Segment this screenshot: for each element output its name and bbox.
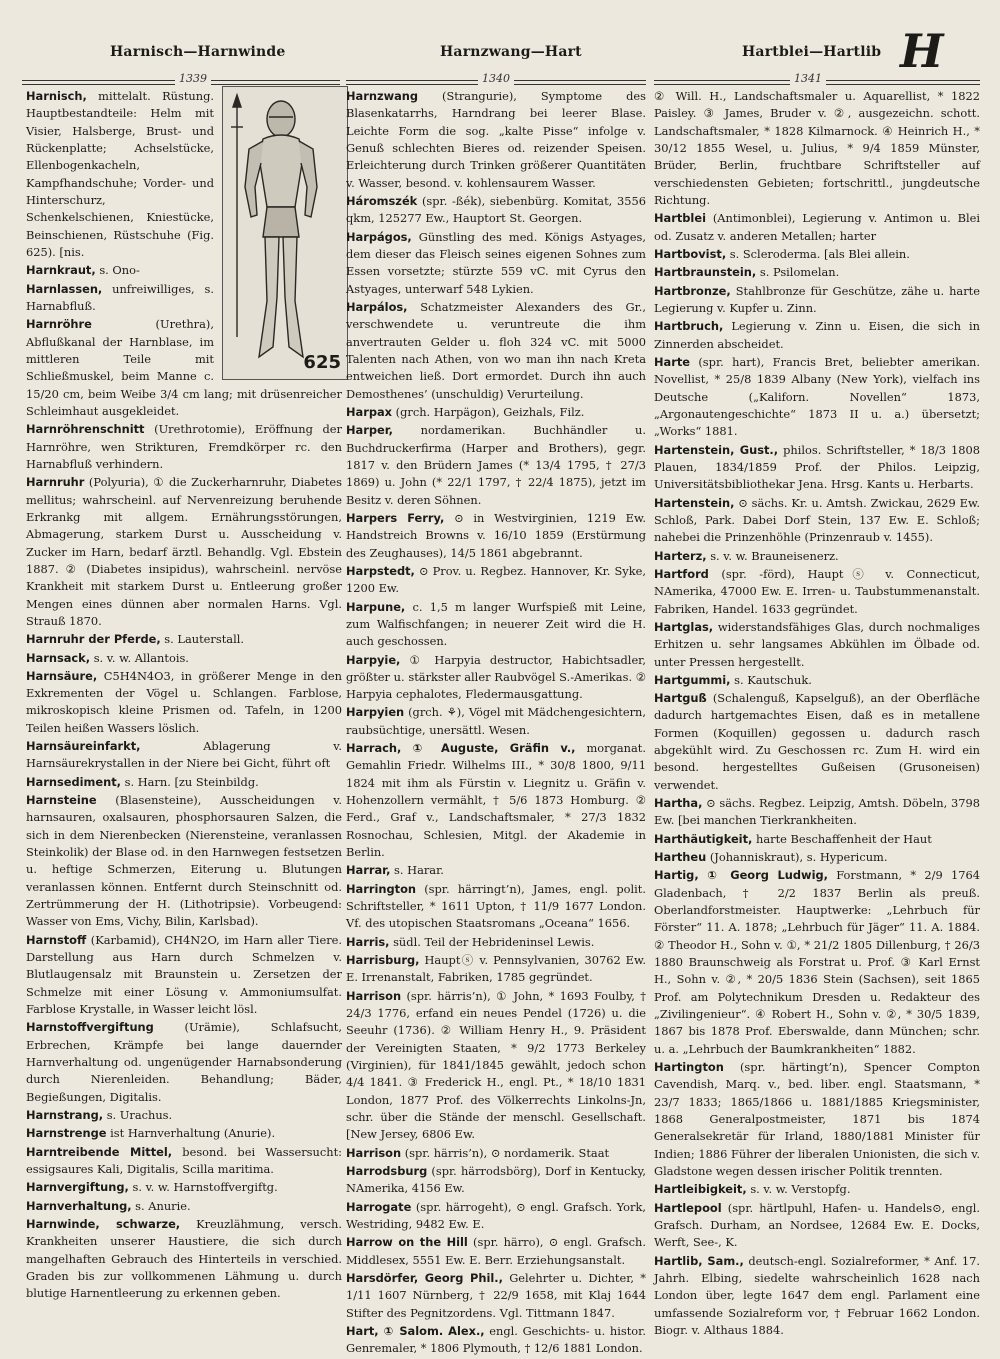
dictionary-entry	[346, 193, 646, 228]
entry-headword: Harnlassen,	[26, 281, 103, 296]
entry-text: (Urethra), Abflußkanal der Harnblase, im mittleren Teile mit Schließmuskel, beim Manne c. 15/20 cm, beim Weibe 3/4 cm lang; mit drüsenreicher Schleimhaut ausgekleidet.	[26, 317, 342, 418]
entry-text: s. Kautschuk.	[730, 672, 812, 687]
entry-headword: Harnsteine	[26, 793, 97, 808]
entry-headword: Harrison	[346, 988, 402, 1003]
entry-headword: Hartig, ① Georg Ludwig,	[654, 868, 828, 883]
entry-headword: Harnvergiftung,	[26, 1180, 129, 1195]
entry-headword: Hartha,	[654, 796, 703, 811]
entry-text: (grch. ⚘), Vögel mit Mädchengesichtern, raubsüchtige, unersättl. Wesen.	[346, 705, 646, 737]
dictionary-entry	[26, 774, 342, 791]
entry-text: (Blasensteine), Ausscheidungen v. harnsauren, oxalsauren, phosphorsauren Salzen, die sich in dem Nierenbecken (Nierensteine, veranlassen Steinkolik) der Blase od. in den Harnwegen festsetzen u. heftige Schmerzen, Eiterung u. Blutungen veranlassen können. Entfernt durch Steinschnitt od. Zertrümmerung der H. (Lithotripsie). Vorbeugend: Wasser von Ems, Vichy, Bilin, Karlsbad).	[26, 793, 342, 929]
dictionary-entry	[346, 404, 646, 421]
entry-text: nordamerikan. Buchhändler u. Buchdruckerfirma (Harper and Brothers), gegr. 1817 v. den Brüdern James (* 13/4 1795, † 27/3 1869) u. John (* 22/1 1797, † 22/4 1875), jetzt im Besitz v. deren Söhnen.	[346, 423, 646, 507]
entry-headword: Hartlib, Sam.,	[654, 1253, 744, 1268]
dictionary-entry	[346, 1234, 646, 1269]
entry-text: (Schalenguß, Kapselguß), an der Oberfläche dadurch hartgemachtes Eisen, daß es in metallene Formen (Koquillen) gegossen u. dadurch rasch abgekühlt wird. Zu Geschossen rc. Zum H. wird ein besond. hergestelltes Gußeisen (Grusoneisen) verwendet.	[654, 691, 980, 792]
dictionary-entry	[654, 619, 980, 671]
entry-headword: Harpune,	[346, 599, 406, 614]
entry-text: südl. Teil der Hebrideninsel Lewis.	[389, 934, 595, 949]
dictionary-entry	[346, 988, 646, 1144]
entry-headword: Hartleibigkeit,	[654, 1182, 747, 1197]
dictionary-entry	[654, 1200, 980, 1252]
dictionary-entry	[26, 474, 342, 630]
dictionary-entry	[346, 1145, 646, 1162]
entry-text: (spr. härris’n), ① John, * 1693 Foulby, † 24/3 1776, erfand ein neues Pendel (1726) u. die Seeuhr (1736). ② William Henry H., 9. Präsident der Vereinigten Staaten, * 9/2 1773 Berkeley (Virginien), für 1841/1845 gewählt, jedoch schon 4/4 1841. ③ Frederick H., engl. Pt., * 18/10 1831 London, 1877 Prof. des Völkerrechts Linkolns-Jn, schr. über die Stände der menschl. Gesellschaft. [New Jersey, 6806 Ew.	[346, 988, 646, 1142]
running-head-left: Harnisch—Harnwinde	[110, 44, 286, 60]
entry-text: philos. Schriftsteller, * 18/3 1808 Plauen, 1834/1859 Prof. der Philos. Leipzig, Universitätsbibliothekar Jena. Hrsg. Kants u. Herbarts.	[654, 442, 980, 492]
entry-text: besond. bei Wassersucht: essigsaures Kali, Digitalis, Scilla maritima.	[26, 1144, 342, 1177]
column-right	[654, 88, 980, 1340]
entry-text: ⊙ Prov. u. Regbez. Hannover, Kr. Syke, 1200 Ew.	[346, 563, 646, 596]
entry-text: ist Harnverhaltung (Anurie).	[106, 1126, 276, 1141]
entry-headword: Harnröhre	[26, 317, 92, 332]
entry-text: s. Urachus.	[103, 1108, 173, 1123]
entry-text: (Polyuria), ① die Zuckerharnruhr, Diabetes mellitus; wahrscheinl. auf Nervenreizung beruhende Erkrankg mit allgem. Ernährungsstörungen, Abmagerung, starkem Durst u. Ausscheidung v. Zucker im Harn, bedarf ärztl. Behandlg. Vgl. Ebstein 1887. ② (Diabetes insipidus), wahrscheinl. nervöse Krankheit mit starkem Durst u. Entleerung großer Mengen eines dünnen aber normalen Harns. Vgl. Strauß 1870.	[26, 475, 342, 628]
dictionary-entry	[346, 563, 646, 598]
dictionary-entry	[26, 1216, 342, 1303]
entry-headword: Harnruhr der Pferde,	[26, 632, 161, 647]
dictionary-entry	[26, 650, 342, 667]
entry-headword: Harnruhr	[26, 475, 85, 490]
entry-headword: Harnzwang	[346, 89, 419, 103]
entry-text: s. Ono-	[95, 263, 140, 278]
dictionary-entry	[654, 566, 980, 618]
dictionary-entry	[654, 1253, 980, 1340]
dictionary-entry	[26, 1125, 342, 1142]
entry-headword: Harnverhaltung,	[26, 1198, 132, 1213]
figure-number: 625	[303, 352, 341, 373]
entry-headword: Harnwinde, schwarze,	[26, 1217, 181, 1231]
entry-text: Schatzmeister Alexanders des Gr., verschwendete u. veruntreute die ihm anvertrauten Gelder u. floh 324 vC. mit 5000 Talenten nach Athen, von wo man ihn nach Kreta entweichen ließ. Dort ermordet. Durch ihn auch Demosthenes’ (unschuldig) Verurteilung.	[346, 299, 646, 401]
dictionary-entry	[26, 932, 342, 1019]
dictionary-entry	[346, 652, 646, 704]
entry-text: (grch. Harpägon), Geizhals, Filz.	[392, 404, 585, 419]
entry-text: (Johanniskraut), s. Hypericum.	[706, 850, 888, 865]
entry-headword: Harpax	[346, 404, 393, 419]
entry-headword: Harrow on the Hill	[346, 1235, 468, 1250]
entry-text: ⊙ sächs. Kr. u. Amtsh. Zwickau, 2629 Ew. Schloß, Park. Dabei Dorf Stein, 137 Ew. E. Schloß; nahebei die Prinzenhöhle (Prinzenraub v. 1455).	[654, 495, 980, 545]
entry-headword: Harnsediment,	[26, 774, 121, 789]
dictionary-entry	[346, 1163, 646, 1198]
entry-text: c. 1,5 m langer Wurfspieß mit Leine, zum Walfischfangen; in neuerer Zeit wird die H. auch geschossen.	[346, 599, 646, 649]
entry-text: Günstling des med. Königs Astyages, dem dieser das Fleisch seines eigenen Sohnes zum Essen vorsetzte; stürzte 559 vC. mit Cyrus den Astyages, unterwarf 548 Lykien.	[346, 229, 646, 296]
dictionary-entry	[346, 1323, 646, 1358]
entry-text: s. v. w. Brauneisenerz.	[706, 548, 839, 563]
entry-headword: Harnkraut,	[26, 263, 96, 278]
entry-text: C5H4N4O3, in größerer Menge in den Exkrementen der Vögel u. Schlangen. Farblose, mikroskopisch kleine Prismen od. Tafeln, in 1200 Teilen heißen Wassers löslich.	[26, 668, 342, 735]
entry-headword: Hart, ① Salom. Alex.,	[346, 1323, 485, 1338]
dictionary-entry	[26, 738, 342, 773]
dictionary-entry	[654, 867, 980, 1058]
dictionary-entry	[346, 934, 646, 951]
entry-text: widerstandsfähiges Glas, durch nochmaliges Erhitzen u. sehr langsames Abkühlen im Ölbade od. unter Pressen hergestellt.	[654, 619, 980, 669]
entry-text: (Strangurie), Symptome des Blasenkatarrhs, Harndrang bei leerer Blase. Leichte Form die sog. „kalte Pisse“ infolge v. Genuß schlechten Bieres od. reizender Speisen. Erleichterung durch Trinken größerer Quantitäten v. Wasser, besond. v. kohlensaurem Wasser.	[346, 89, 646, 190]
running-head-right: Hartblei—Hartlib	[742, 44, 882, 60]
dictionary-entry	[26, 1179, 342, 1196]
entry-text: Forstmann, * 2/9 1764 Gladenbach, † 2/2 1837 Berlin als preuß. Oberlandforstmeister. Hauptwerke: „Lehrbuch für Förster“ 11. A. 1878; „Lehrbuch für Jäger“ 11. A. 1884. ② Theodor H., Sohn v. ①, * 21/2 1805 Dillenburg, † 26/3 1880 Braunschweig als Forstrat u. Prof. ③ Karl Ernst H., Sohn v. ②, * 20/5 1836 Stein (Sachsen), seit 1865 Prof. am Polytechnikum Dresden u. Redakteur des „Zivilingenieur“. ④ Robert H., Sohn v. ②, * 30/5 1839, 1867 bis 1878 Prof. Eberswalde, dann München; schr. u. a. „Lehrbuch der Baumkrankheiten“ 1882.	[654, 868, 981, 1056]
entry-headword: Hartington	[654, 1060, 724, 1075]
entry-headword: Hartglas,	[654, 619, 714, 634]
entry-headword: Harte	[654, 354, 691, 369]
dictionary-entry	[346, 422, 646, 509]
entry-text: s. Lauterstall.	[160, 632, 244, 647]
entry-text: s. Harar.	[390, 863, 444, 878]
entry-text: engl. Geschichts- u. histor. Genremaler, * 1806 Plymouth, † 12/6 1881 London.	[346, 1323, 646, 1356]
dictionary-entry	[26, 1107, 342, 1124]
dictionary-entry	[654, 246, 980, 263]
entry-text: s. Scleroderma. [als Blei allein.	[726, 246, 910, 261]
entry-text: unfreiwilliges, s. Harnabfluß.	[26, 281, 214, 313]
dictionary-entry	[346, 1270, 646, 1322]
entry-headword: Harrington	[346, 881, 417, 896]
entry-headword: Hartenstein,	[654, 495, 735, 510]
dictionary-entry	[346, 881, 646, 933]
dictionary-entry	[346, 740, 646, 861]
entry-text: Kreuzlähmung, versch. Krankheiten unserer Haustiere, die sich durch mangelhaften Gebrauch des Hinterteils in verschied. Graden bis zur vollkommenen Lähmung u. durch blutige Harnentleerung zu erkennen geben.	[26, 1217, 342, 1301]
dictionary-entry	[26, 421, 342, 473]
entry-headword: Hartblei	[654, 211, 706, 226]
entry-text: s. v. w. Verstopfg.	[746, 1182, 851, 1197]
entry-headword: Harthäutigkeit,	[654, 831, 753, 846]
dictionary-entry	[346, 510, 646, 562]
entry-headword: Harris,	[346, 934, 390, 949]
entry-headword: Hartbovist,	[654, 246, 727, 261]
entry-text: (spr. -förd), Hauptⓢ v. Connecticut, NAmerika, 47000 Ew. E. Irren- u. Taubstummenanstalt. Fabriken, Handel. 1633 gegründet.	[654, 566, 980, 616]
dictionary-entry	[654, 318, 980, 353]
entry-text: Ablagerung v. Harnsäurekrystallen in der Niere bei Gicht, führt oft	[26, 739, 342, 771]
entry-text: ⊙ in Westvirginien, 1219 Ew. Handstreich Browns v. 16/10 1859 (Erstürmung des Zeughauses), 14/5 1861 abgebrannt.	[346, 510, 646, 560]
entry-text: ⊙ sächs. Regbez. Leipzig, Amtsh. Döbeln, 3798 Ew. [bei manchen Tierkrankheiten.	[654, 796, 980, 828]
entry-text: harte Beschaffenheit der Haut	[752, 831, 932, 846]
entry-text: s. Psilomelan.	[756, 265, 840, 280]
entry-headword: Harpálos,	[346, 299, 408, 314]
entry-headword: Harnsäure,	[26, 668, 98, 683]
dictionary-entry	[346, 862, 646, 879]
entry-text: (spr. härrogeht), ⊙ engl. Grafsch. York, Westriding, 9482 Ew. E.	[346, 1199, 646, 1231]
entry-headword: Harpstedt,	[346, 563, 415, 578]
entry-headword: Harrisburg,	[346, 953, 420, 968]
entry-text: ① Harpyia destructor, Habichtsadler, größter u. stärkster aller Raubvögel S.-Amerikas. ② Harpyia cephalotes, Fledermausgattung.	[346, 652, 646, 702]
entry-headword: Harpyien	[346, 705, 405, 720]
dictionary-entry	[346, 952, 646, 987]
entry-text: s. Harn. [zu Steinbildg.	[121, 774, 259, 789]
entry-text: ② Will. H., Landschaftsmaler u. Aquarellist, * 1822 Paisley. ③ James, Bruder v. ②, ausgezeichn. schott. Landschaftsmaler, * 1828 Kilmarnock. ④ Heinrich H., * 30/12 1855 Wesel, u. Julius, * 9/4 1859 Münster, Brüder, Berlin, fruchtbare Schriftsteller auf verschiedensten Gebieten; fortschrittl., jungdeutsche Richtung.	[654, 89, 980, 207]
dictionary-entry	[26, 1144, 342, 1179]
page-number-right: 1341	[790, 72, 826, 85]
entry-headword: Harnisch,	[26, 89, 87, 103]
dictionary-entry	[26, 1198, 342, 1215]
dictionary-entry	[654, 264, 980, 281]
dictionary-entry	[346, 229, 646, 298]
figure-space	[214, 88, 342, 380]
entry-headword: Harrogate	[346, 1199, 412, 1214]
dictionary-entry	[654, 795, 980, 830]
entry-text: Gelehrter u. Dichter, * 1/11 1607 Nürnberg, † 22/9 1658, mit Klaj 1644 Stifter des Pegnitzordens. Vgl. Tittmann 1847.	[346, 1270, 647, 1320]
column-left	[26, 88, 342, 1304]
page-number-middle: 1340	[478, 72, 514, 85]
dictionary-entry	[654, 1059, 980, 1180]
entry-headword: Harpágos,	[346, 229, 412, 244]
dictionary-entry	[346, 599, 646, 651]
dictionary-entry	[26, 1019, 342, 1106]
dictionary-entry	[346, 1199, 646, 1234]
entry-headword: Hartenstein, Gust.,	[654, 442, 779, 457]
dictionary-entry	[654, 442, 980, 494]
dictionary-entry	[654, 849, 980, 866]
entry-text: Stahlbronze für Geschütze, zähe u. harte Legierung v. Kupfer u. Zinn.	[654, 283, 980, 315]
entry-headword: Harnstrang,	[26, 1108, 104, 1123]
entry-headword: Harterz,	[654, 548, 707, 563]
dictionary-entry	[26, 631, 342, 648]
dictionary-entry	[654, 672, 980, 689]
dictionary-entry	[654, 831, 980, 848]
page-number-left: 1339	[175, 72, 211, 85]
entry-headword: Harrar,	[346, 863, 391, 878]
section-letter: H	[900, 24, 944, 78]
dictionary-entry	[346, 704, 646, 739]
entry-headword: Harnstoffvergiftung	[26, 1020, 154, 1035]
entry-headword: Hartguß	[654, 691, 707, 706]
entry-text: s. Anurie.	[131, 1198, 191, 1213]
entry-text: (spr. härtingt’n), Spencer Compton Cavendish, Marq. v., bed. liber. engl. Staatsmann, * 23/7 1833; 1865/1866 u. 1881/1885 Kriegsminister, 1868 Generalpostmeister, 1871 bis 1874 Generalsekretär für Irland, 1880/1881 Minister für Indien; 1886 Führer der liberalen Unionisten, die sich v. Gladstone wegen dessen irischer Politik trennten.	[654, 1060, 980, 1179]
dictionary-entry	[346, 299, 646, 403]
dictionary-entry	[654, 495, 980, 547]
dictionary-entry	[654, 88, 980, 209]
entry-headword: Hartbronze,	[654, 283, 731, 298]
entry-text: (Urämie), Schlafsucht, Erbrechen, Krämpfe bei lange dauernder Harnverhaltung od. ungenügender Harnabsonderung durch Nierenleiden. Behandlung; Bäder, Begießungen, Digitalis.	[26, 1020, 342, 1104]
entry-headword: Harrach, ① Auguste, Gräfin v.,	[346, 741, 576, 756]
entry-text: mittelalt. Rüstung. Hauptbestandteile: Helm mit Visier, Halsberge, Brust- und Rückenplatte; Achselstücke, Ellenbogenkacheln, Kampfhandschuhe; Vorder- und Hinterschurz, Schenkelschienen, Kniestücke, Beinschienen, Rüstschuhe (Fig. 625). [nis.	[26, 89, 214, 259]
entry-headword: Harnsäureinfarkt,	[26, 739, 141, 754]
entry-headword: Harsdörfer, Georg Phil.,	[346, 1270, 503, 1285]
entry-headword: Hartheu	[654, 850, 707, 865]
dictionary-entry	[654, 283, 980, 318]
entry-headword: Harnstoff	[26, 932, 87, 947]
entry-text: (spr. hart), Francis Bret, beliebter amerikan. Novellist, * 25/8 1839 Albany (New York), vielfach ins Deutsche („Kaliforn. Novellen“ 1873, „Argonautengeschichte“ 1873 II u. a.) übersetzt; „Works“ 1881.	[654, 354, 980, 439]
entry-headword: Harnröhrenschnitt	[26, 422, 145, 437]
entry-text: (spr. härro), ⊙ engl. Grafsch. Middlesex, 5551 Ew. E. Berr. Erziehungsanstalt.	[346, 1235, 646, 1267]
dictionary-entry	[26, 792, 342, 931]
entry-text: (spr. härtlpuhl, Hafen- u. Handels⊙, engl. Grafsch. Durham, an Nordsee, 12684 Ew. E. Docks, Werft, See-, K.	[654, 1200, 980, 1250]
entry-headword: Hartlepool	[654, 1200, 722, 1215]
entry-text: s. v. w. Harnstoffvergiftg.	[128, 1180, 278, 1195]
entry-headword: Harnstrenge	[26, 1126, 107, 1141]
dictionary-entry	[26, 668, 342, 737]
entry-text: deutsch-engl. Sozialreformer, * Anf. 17. Jahrh. Elbing, siedelte wahrscheinlich 1628 nach London über, legte 1647 dem engl. Parlament eine umfassende Sozialreform vor, † Februar 1662 London. Biogr. v. Althaus 1884.	[654, 1253, 980, 1337]
entry-headword: Hartgummi,	[654, 672, 731, 687]
entry-headword: Harper,	[346, 423, 393, 438]
entry-text: (spr. -ßék), siebenbürg. Komitat, 3556 qkm, 125277 Ew., Hauptort St. Georgen.	[346, 193, 646, 226]
dictionary-entry	[654, 1181, 980, 1198]
dictionary-entry	[654, 690, 980, 794]
entry-text: Legierung v. Zinn u. Eisen, die sich in Zinnerden abscheidet.	[654, 319, 980, 351]
entry-text: (spr. härris’n), ⊙ nordamerik. Staat	[401, 1145, 610, 1160]
dictionary-entry	[346, 88, 646, 192]
entry-headword: Harrison	[346, 1145, 402, 1160]
entry-text: morganat. Gemahlin Friedr. Wilhelms III., * 30/8 1800, 9/11 1824 mit ihm als Fürstin v. Liegnitz u. Gräfin v. Hohenzollern vermählt, † 5/6 1873 Homburg. ② Ferd., Graf v., Landschaftsmaler, * 27/3 1832 Rosnochau, Schlesien, Mitgl. der Akademie in Berlin.	[346, 741, 646, 860]
entry-text: s. v. w. Allantois.	[90, 650, 189, 665]
entry-headword: Háromszék	[346, 193, 418, 208]
dictionary-entry	[654, 354, 980, 441]
entry-headword: Hartbraunstein,	[654, 265, 757, 280]
entry-text: (spr. härringt’n), James, engl. polit. Schriftsteller, * 1611 Upton, † 11/9 1677 London. Vf. des utopischen Staatsromans „Oceana“ 1656.	[346, 881, 646, 931]
entry-text: (Karbamid), CH4N2O, im Harn aller Tiere. Darstellung aus Harn durch Schmelzen v. Blutlaugensalz mit Braunstein u. Zersetzen der Schmelze mit einer Lösung v. Ammoniumsulfat. Farblose Krystalle, in Wasser leicht lösl.	[26, 932, 342, 1017]
entry-headword: Hartbruch,	[654, 319, 724, 334]
entry-text: (spr. härrodsbörg), Dorf in Kentucky, NAmerika, 4156 Ew.	[346, 1164, 646, 1196]
entry-headword: Hartford	[654, 566, 709, 581]
entry-text: (Antimonblei), Legierung v. Antimon u. Blei od. Zusatz v. anderen Metallen; harter	[654, 211, 980, 243]
column-middle	[346, 88, 646, 1359]
dictionary-entry	[654, 210, 980, 245]
entry-text: Hauptⓢ v. Pennsylvanien, 30762 Ew. E. Irrenanstalt, Fabriken, 1785 gegründet.	[346, 953, 646, 985]
entry-headword: Harntreibende Mittel,	[26, 1144, 173, 1159]
entry-text: (Urethrotomie), Eröffnung der Harnröhre, wen Strikturen, Fremdkörper rc. den Harnabfluß verhindern.	[26, 422, 342, 471]
entry-headword: Harnsack,	[26, 650, 91, 665]
running-head-middle: Harnzwang—Hart	[440, 44, 582, 60]
entry-headword: Harpyie,	[346, 652, 401, 667]
entry-headword: Harpers Ferry,	[346, 510, 445, 525]
entry-headword: Harrodsburg	[346, 1164, 428, 1179]
dictionary-entry	[654, 548, 980, 565]
